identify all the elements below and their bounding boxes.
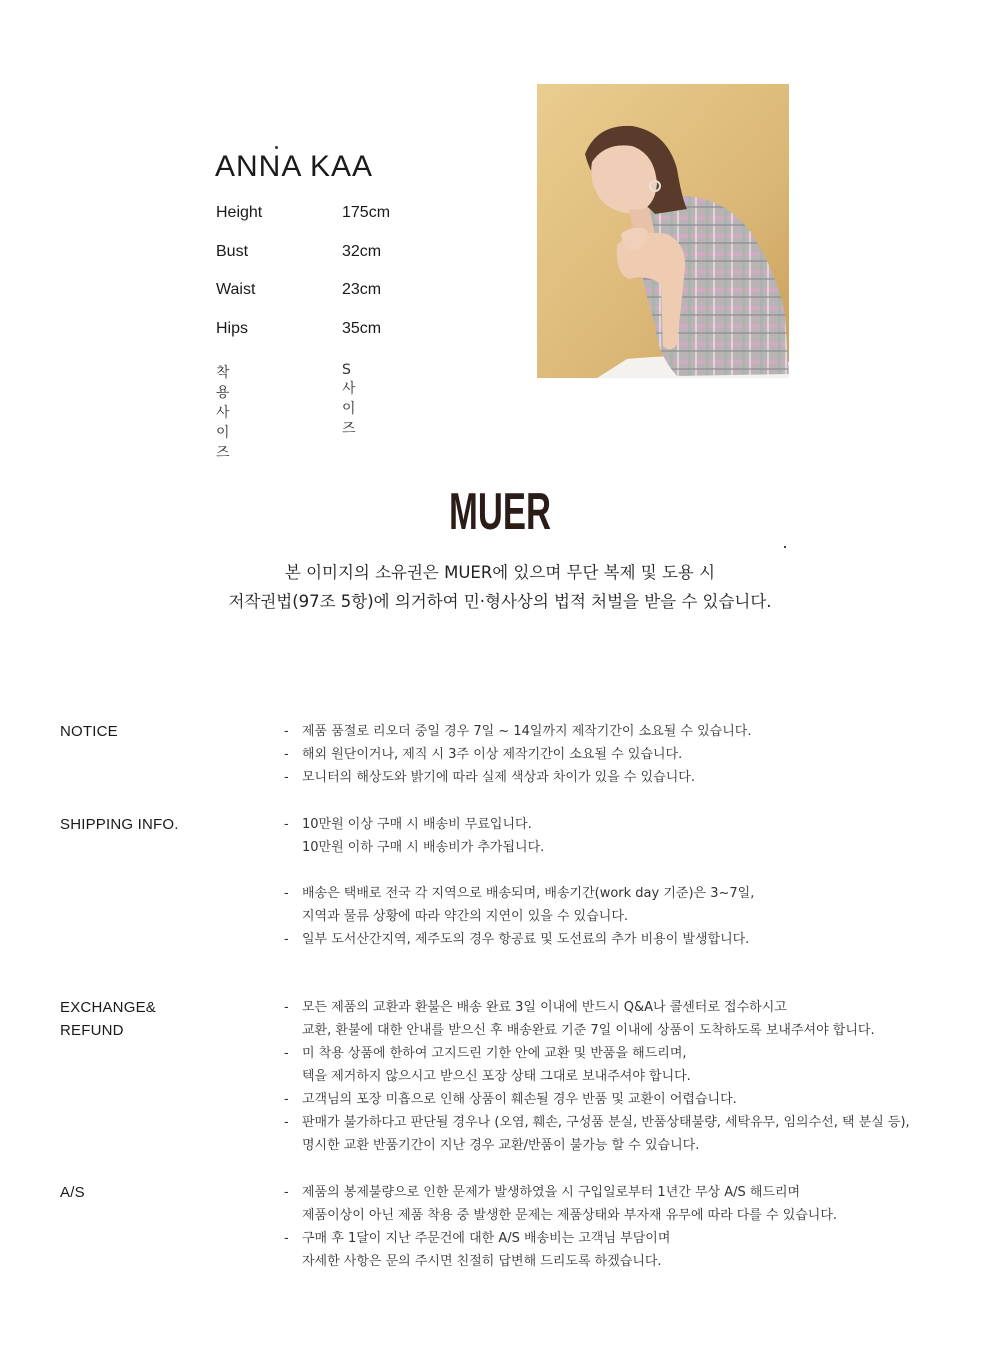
exchange-lines	[284, 996, 910, 1157]
spec-value: S 사이즈	[342, 362, 356, 437]
list-item: - 미 착용 상품에 한하여 고지드린 기한 안에 교환 및 반품을 해드리며,	[284, 1046, 687, 1061]
copyright-line: 저작권법(97조 5항)에 의거하여 민·형사상의 법적 처벌을 받을 수 있습니다.	[228, 592, 772, 611]
shipping-label	[60, 813, 179, 836]
section-label: REFUND	[60, 1022, 124, 1039]
decorative-dot	[275, 146, 278, 149]
list-item: - 판매가 불가하다고 판단될 경우나 (오염, 훼손, 구성품 분실, 반품상태불량, 세탁유무, 임의수선, 택 분실 등),	[284, 1115, 910, 1130]
list-item: - 제품 품절로 리오더 중일 경우 7일 ~ 14일까지 제작기간이 소요될 수 있습니다.	[284, 724, 752, 739]
list-item: - 배송은 택배로 전국 각 지역으로 배송되며, 배송기간(work day 기준)은 3~7일,	[284, 886, 755, 901]
spec-value: 175cm	[342, 204, 391, 221]
list-item: 제품이상이 아닌 제품 착용 중 발생한 문제는 제품상태와 부자재 유무에 따라 다를 수 있습니다.	[302, 1208, 838, 1223]
copyright-line: 본 이미지의 소유권은 MUER에 있으며 무단 복제 및 도용 시	[284, 563, 716, 582]
section-label: EXCHANGE&	[60, 999, 156, 1016]
list-item: - 모든 제품의 교환과 환불은 배송 완료 3일 이내에 반드시 Q&A나 콜센터로 접수하시고	[284, 1000, 787, 1015]
section-label: A/S	[60, 1184, 85, 1201]
list-item: 10만원 이하 구매 시 배송비가 추가됩니다.	[302, 840, 545, 855]
list-item: 지역과 물류 상황에 따라 약간의 지연이 있을 수 있습니다.	[302, 909, 629, 924]
as-lines	[284, 1181, 837, 1273]
spec-label: 착용사이즈	[216, 365, 230, 461]
notice-label	[60, 720, 118, 743]
spec-value: 35cm	[342, 319, 382, 337]
notice-lines	[284, 720, 751, 789]
shipping-lines	[284, 813, 754, 951]
list-item: 자세한 사항은 문의 주시면 친절히 답변해 드리도록 하겠습니다.	[302, 1254, 662, 1269]
list-item: - 10만원 이상 구매 시 배송비 무료입니다.	[284, 817, 532, 832]
as-label	[60, 1181, 85, 1204]
list-item: 교환, 환불에 대한 안내를 받으신 후 배송완료 기준 7일 이내에 상품이 도착하도록 보내주셔야 합니다.	[302, 1023, 875, 1038]
brand-logo-text: MUER	[449, 483, 551, 541]
spec-label: Height	[216, 204, 263, 221]
list-item: 명시한 교환 반품기간이 지난 경우 교환/반품이 불가능 할 수 있습니다.	[302, 1138, 700, 1153]
spec-label: Hips	[216, 319, 249, 337]
spec-label: Bust	[216, 242, 249, 260]
model-photo-illustration	[537, 84, 789, 378]
model-name: ANNA KAA	[215, 150, 374, 183]
section-label: NOTICE	[60, 723, 118, 740]
list-item: - 제품의 봉제불량으로 인한 문제가 발생하였을 시 구입일로부터 1년간 무상 A/S 해드리며	[284, 1185, 801, 1200]
model-photo	[537, 84, 789, 378]
spec-label: Waist	[216, 281, 256, 298]
list-item: - 일부 도서산간지역, 제주도의 경우 항공료 및 도선료의 추가 비용이 발생합니다.	[284, 932, 750, 947]
brand-logo	[0, 483, 1000, 541]
list-item: - 구매 후 1달이 지난 주문건에 대한 A/S 배송비는 고객님 부담이며	[284, 1231, 671, 1246]
copyright-notice	[0, 558, 1000, 616]
spec-value: 32cm	[342, 242, 382, 260]
list-item: - 고객님의 포장 미흡으로 인해 상품이 훼손될 경우 반품 및 교환이 어렵습니다.	[284, 1092, 737, 1107]
list-item: 텍을 제거하지 않으시고 받으신 포장 상태 그대로 보내주셔야 합니다.	[302, 1069, 691, 1084]
decorative-dot	[784, 546, 786, 548]
list-item: - 해외 원단이거나, 제직 시 3주 이상 제작기간이 소요될 수 있습니다.	[284, 747, 683, 762]
exchange-label	[60, 996, 156, 1042]
section-label: SHIPPING INFO.	[60, 816, 179, 833]
brand-logo-mark	[448, 483, 552, 541]
spec-value: 23cm	[342, 281, 382, 298]
list-item: - 모니터의 해상도와 밝기에 따라 실제 색상과 차이가 있을 수 있습니다.	[284, 770, 695, 785]
